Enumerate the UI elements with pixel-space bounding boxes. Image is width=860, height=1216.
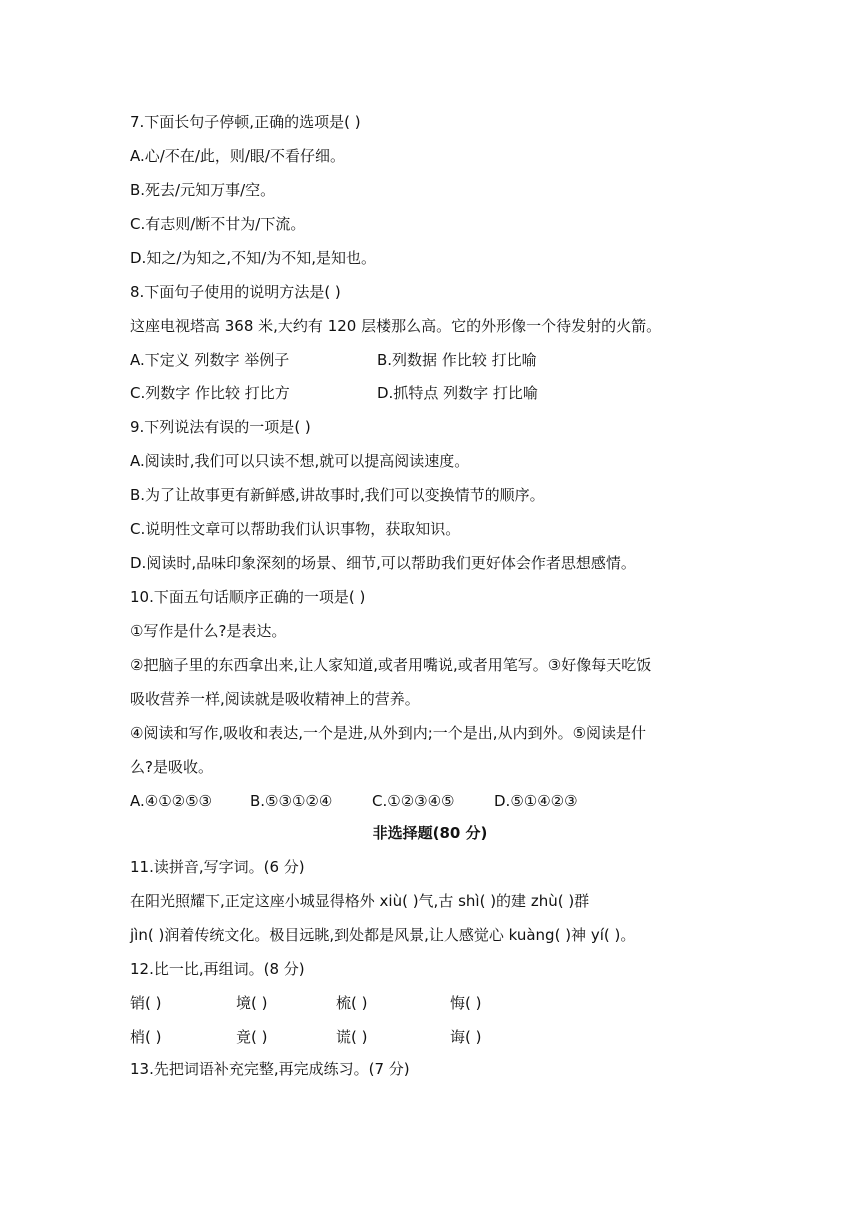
q11-line-2: jìn( )润着传统文化。极目远眺,到处都是风景,让人感觉心 kuàng( )神 yí( )。 — [130, 926, 636, 944]
q10-sentence-2-line-2: 吸收营养一样,阅读就是吸收精神上的营养。 — [130, 690, 420, 708]
q11-stem: 11.读拼音,写字词。(6 分) — [130, 858, 305, 876]
q9-option-a: A.阅读时,我们可以只读不想,就可以提高阅读速度。 — [130, 452, 470, 470]
q8-stem: 8.下面句子使用的说明方法是( ) — [130, 283, 341, 301]
q10-option-d: D.⑤①④②③ — [494, 792, 578, 810]
q10-option-c: C.①②③④⑤ — [372, 792, 455, 810]
q9-stem: 9.下列说法有误的一项是( ) — [130, 418, 311, 436]
q7-option-c: C.有志则/断不甘为/下流。 — [130, 215, 306, 233]
q10-sentence-2-line-1: ②把脑子里的东西拿出来,让人家知道,或者用嘴说,或者用笔写。③好像每天吃饭 — [130, 656, 652, 674]
q12-row2-cell-4: 诲( ) — [450, 1028, 482, 1046]
q12-row1-cell-3: 梳( ) — [336, 994, 368, 1012]
q12-row2-cell-3: 谎( ) — [336, 1028, 368, 1046]
q7-option-d: D.知之/为知之,不知/为不知,是知也。 — [130, 249, 376, 267]
q13-stem: 13.先把词语补充完整,再完成练习。(7 分) — [130, 1060, 410, 1078]
q9-option-c: C.说明性文章可以帮助我们认识事物，获取知识。 — [130, 520, 461, 538]
q8-sentence: 这座电视塔高 368 米,大约有 120 层楼那么高。它的外形像一个待发射的火箭。 — [130, 317, 662, 335]
q10-option-b: B.⑤③①②④ — [250, 792, 333, 810]
q8-option-c: C.列数字 作比较 打比方 — [130, 384, 290, 402]
q9-option-d: D.阅读时,品味印象深刻的场景、细节,可以帮助我们更好体会作者思想感情。 — [130, 554, 636, 572]
q12-row1-cell-4: 悔( ) — [450, 994, 482, 1012]
q10-sentence-4-line-2: 么?是吸收。 — [130, 758, 213, 776]
q8-option-b: B.列数据 作比较 打比喻 — [377, 351, 537, 369]
q12-stem: 12.比一比,再组词。(8 分) — [130, 960, 305, 978]
q7-option-a: A.心/不在/此，则/眼/不看仔细。 — [130, 147, 345, 165]
q9-option-b: B.为了让故事更有新鲜感,讲故事时,我们可以变换情节的顺序。 — [130, 486, 545, 504]
q8-option-d: D.抓特点 列数字 打比喻 — [377, 384, 538, 402]
q10-option-a: A.④①②⑤③ — [130, 792, 213, 810]
section-title: 非选择题(80 分) — [372, 824, 488, 842]
q11-line-1: 在阳光照耀下,正定这座小城显得格外 xiù( )气,古 shì( )的建 zhù( )群 — [130, 892, 590, 910]
q12-row2-cell-1: 梢( ) — [130, 1028, 162, 1046]
q7-stem: 7.下面长句子停顿,正确的选项是( ) — [130, 113, 361, 131]
q12-row1-cell-2: 境( ) — [236, 994, 268, 1012]
q12-row2-cell-2: 竟( ) — [236, 1028, 268, 1046]
q10-sentence-1: ①写作是什么?是表达。 — [130, 622, 287, 640]
q7-option-b: B.死去/元知万事/空。 — [130, 181, 276, 199]
q10-sentence-4-line-1: ④阅读和写作,吸收和表达,一个是进,从外到内;一个是出,从内到外。⑤阅读是什 — [130, 724, 647, 742]
q8-option-a: A.下定义 列数字 举例子 — [130, 351, 290, 369]
q10-stem: 10.下面五句话顺序正确的一项是( ) — [130, 588, 366, 606]
q12-row1-cell-1: 销( ) — [130, 994, 162, 1012]
